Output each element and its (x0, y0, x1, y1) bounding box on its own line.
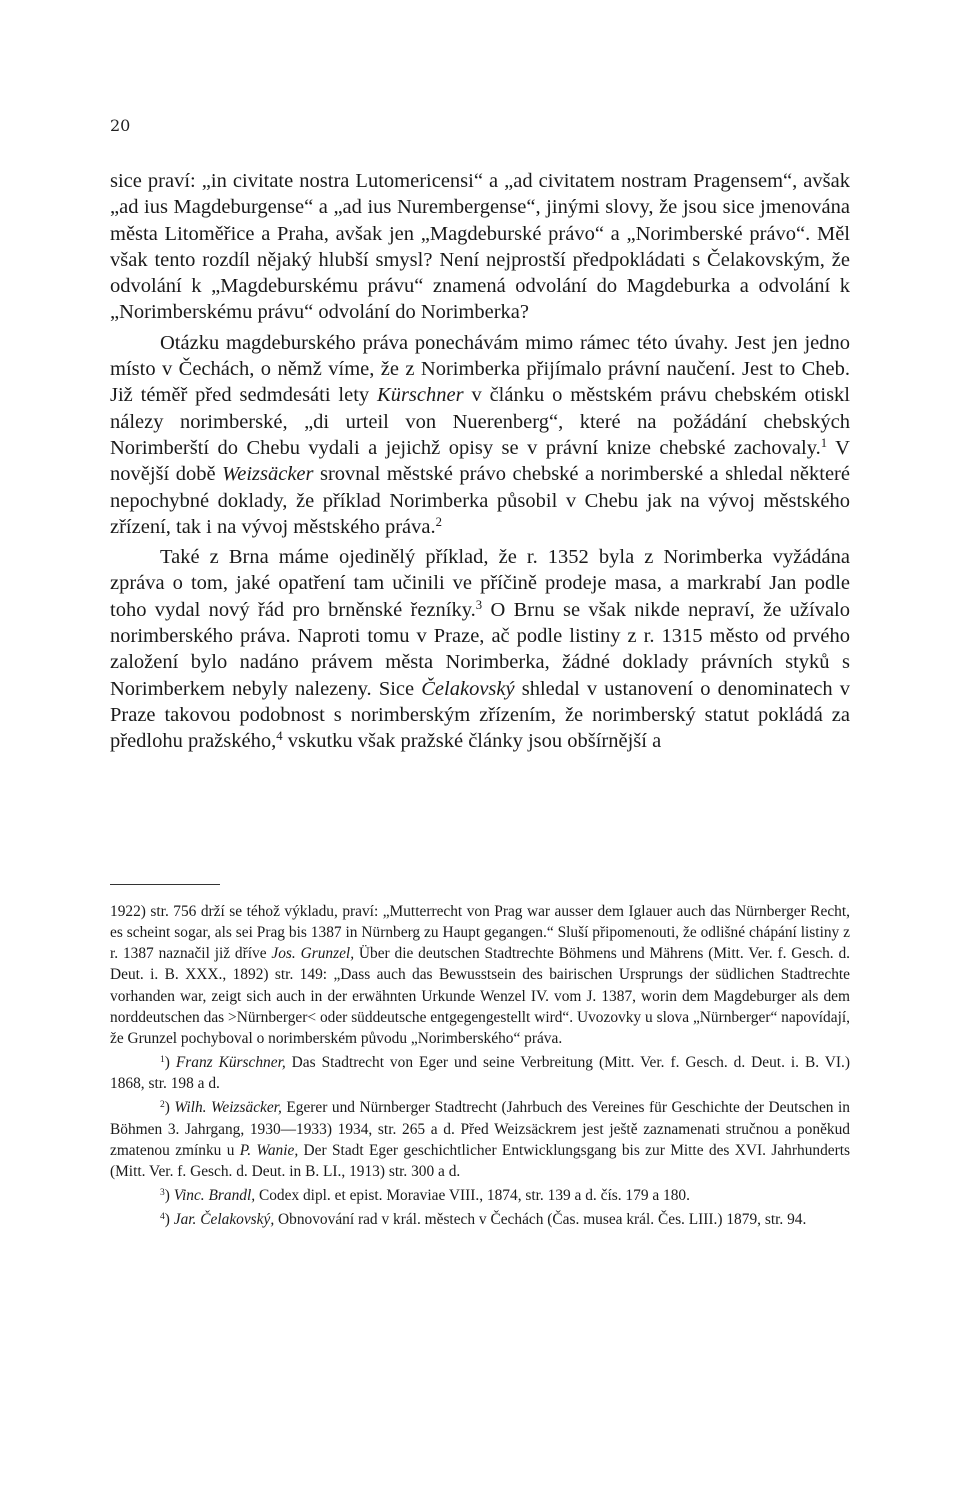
footnote-ref-3: 3 (475, 597, 483, 612)
paragraph-3-text-a: Také z Brna máme ojedinělý příklad, že r. 1352 byla z Norimberka vyžádána zpráva o tom, jaké opatření tam učinili ve příčině prodeje masa, a markrabí Jan podle toho vydal nový řád pro brněnské řezníky. (110, 546, 850, 621)
author-name-weizsacker: Weizsäcker (222, 463, 314, 486)
footnote-1-mark: 1 (160, 1053, 165, 1065)
footnote-2: $^2$) Wilh. Weizsäcker, Egerer und Nürnberger Stadtrecht (Jahrbuch des Vereines für Geschichte der Deutschen in Böhmen 3. Jahrgang, 1930—1933) 1934, str. 265 a d. Před Weizsäckrem jest ještě zaznamenati stručnou a poněkud zmatenou zmínku u P. Wanie, Der Stadt Eger geschichtlicher Entwicklungsgang bis zur Mitte des XVI. Jahrhunderts (Mitt. Ver. f. Gesch. d. Deut. in B. LI., 1913) str. 300 a d. (110, 1099, 850, 1180)
paragraph-3-text-c: shledal v ustanovení o denominatech v Praze takovou podobnost s norimberským zřízením, že norimberský statut pokládá za předlohu pražského, (110, 677, 850, 753)
footnote-1: $^1$) Franz Kürschner, Das Stadtrecht von Eger und seine Verbreitung (Mitt. Ver. f. Gesch. d. Deut. i. B. VI.) 1868, str. 198 a d. (110, 1053, 850, 1093)
footnote-ref-1: 1 (820, 435, 828, 450)
paragraph-1: sice praví: „in civitate nostra Lutomericensi“ a „ad civitatem nostram Pragensem“, avšak „ad ius Magdeburgense“ a „ad ius Nurembergense“, jinými slovy, že jsou sice jmenována města Litoměřice a Praha, avšak jen „Magdeburské právo“ a „Norimberské právo“. Měl však tento rozdíl nějaký hlubší smysl? Není nejprostší předpokládati s Čelakovským, že odvolání k „Magdeburskému právu“ znamená odvolání do Magdeburka a odvolání k „Norimberskému právu“ odvolání do Norimberka? (110, 170, 850, 324)
author-name-kurschner: Kürschner (377, 384, 464, 407)
paragraph-3-text-d: vskutku však pražské články jsou obšírnější a (282, 730, 662, 753)
footnote-ref-4: 4 (276, 729, 283, 744)
paragraph-3 (110, 544, 850, 754)
footnote-cont-text-a: 1922) str. 756 drží se téhož výkladu, praví: „Mutterrecht von Prag war ausser dem Iglauer auch das Nürnberger Recht, es scheint sogar, als sei Prag bis 1387 in Nürnberg zu Haupt gegangen.“ Sluší připomenouti, že odlišné chápání listiny z r. 1387 naznačil již dříve (110, 903, 850, 963)
footnotes (110, 901, 850, 1230)
footnote-3-text: Codex dipl. et epist. Moraviae VIII., 1874, str. 139 a d. čís. 179 a 180. (255, 1187, 690, 1205)
footnote-3-mark: 3 (160, 1186, 165, 1198)
paragraph-3-text-b: O Brnu se však nikde nepraví, že užívalo norimberského práva. Naproti tomu v Praze, ač podle listiny z r. 1315 město od prvého založení bylo nadáno právem města Norimberka, žádné doklady právních styků s Norimberkem nebyly nalezeny. Sice (110, 598, 850, 700)
author-name-celakovsky: Čelakovský (421, 677, 515, 700)
footnote-3: $^3$) Vinc. Brandl, Codex dipl. et epist. Moraviae VIII., 1874, str. 139 a d. čís. 179 a 180. (160, 1186, 690, 1205)
footnote-4: $^4$) Jar. Čelakovský, Obnovování rad v král. městech v Čechách (Čas. musea král. Čes. LIII.) 1879, str. 94. (160, 1210, 807, 1229)
footnote-ref-2: 2 (435, 514, 442, 529)
main-text (110, 168, 850, 755)
footnote-cont-author: Jos. Grunzel, (271, 945, 355, 963)
paragraph-2-text-d: srovnal městské právo chebské a norimberské a shledal některé nepochybné doklady, že příklad Norimberka působil v Chebu jak na vývoj městského zřízení, tak i na vývoj městského práva. (110, 463, 850, 538)
paragraph-2-text-b: v článku o městském právu chebském otiskl nálezy norimberské, „di urteil von Nuerenberg“, které na požádání chebských Norimberští do Chebu vydali a jejichž opisy se v právní knize chebské zachovaly. (110, 384, 850, 459)
footnote-cont-text-b: Über die deutschen Stadtrechte Böhmens und Mährens (Mitt. Ver. f. Gesch. d. Deut. i. B. XXX., 1892) str. 149: „Dass auch das Bewusstsein des bairischen Ursprungs der südlichen Stadtrechte vorhanden war, zeigt sich auch in der erwähnten Urkunde Wenzel IV. vom J. 1387, worin dem Magdeburger als dem norddeutschen das >Nürnberger< oder süddeutsche entgegengestellt wird“. Uvozovky u slova „Nürnberger“ napovídají, že Grunzel pochyboval o norimberském původu „Norimberského“ práva. (110, 945, 851, 1047)
footnote-1-author: Franz Kürschner, (175, 1054, 286, 1072)
paragraph-2-text-a: Otázku magdeburského práva ponechávám mimo rámec této úvahy. Jest jen jedno místo v Čechách, o němž víme, že z Norimberka přijímalo právní naučení. Jest to Cheb. Již téměř před sedmdesáti lety (110, 331, 850, 407)
footnote-4-author: Jar. Čelakovský, (173, 1211, 275, 1229)
paragraph-2 (110, 330, 850, 540)
footnote-continuation (110, 901, 850, 1049)
footnote-2-author-2: P. Wanie, (239, 1141, 299, 1159)
footnote-3-author: Vinc. Brandl, (173, 1187, 256, 1205)
footnote-2-text-a: Egerer und Nürnberger Stadtrecht (Jahrbuch des Vereines für Geschichte der Deutschen in Böhmen 3. Jahrgang, 1930—1933) 1934, str. 265 a d. Před Weizsäckrem jest ještě zaznamenati stručnou a poněkud zmatenou zmínku u (110, 1099, 850, 1159)
footnote-2-text-b: Der Stadt Eger geschichtlicher Entwicklungsgang bis zur Mitte des XVI. Jahrhunderts (Mitt. Ver. f. Gesch. d. Deut. in B. LI., 1913) str. 300 a d. (110, 1141, 850, 1180)
paragraph-2-text-c: V novější době (110, 436, 850, 486)
page-number: 20 (110, 116, 131, 135)
footnote-1-text: Das Stadtrecht von Eger und seine Verbreitung (Mitt. Ver. f. Gesch. d. Deut. i. B. VI.) 1868, str. 198 a d. (110, 1054, 850, 1093)
footnote-2-mark: 2 (160, 1099, 165, 1111)
footnote-4-text: Obnovování rad v král. městech v Čechách (Čas. musea král. Čes. LIII.) 1879, str. 94. (274, 1211, 807, 1229)
footnote-4-mark: 4 (160, 1210, 165, 1222)
footnote-divider (110, 884, 220, 885)
footnote-2-author: Wilh. Weizsäcker, (174, 1099, 282, 1117)
